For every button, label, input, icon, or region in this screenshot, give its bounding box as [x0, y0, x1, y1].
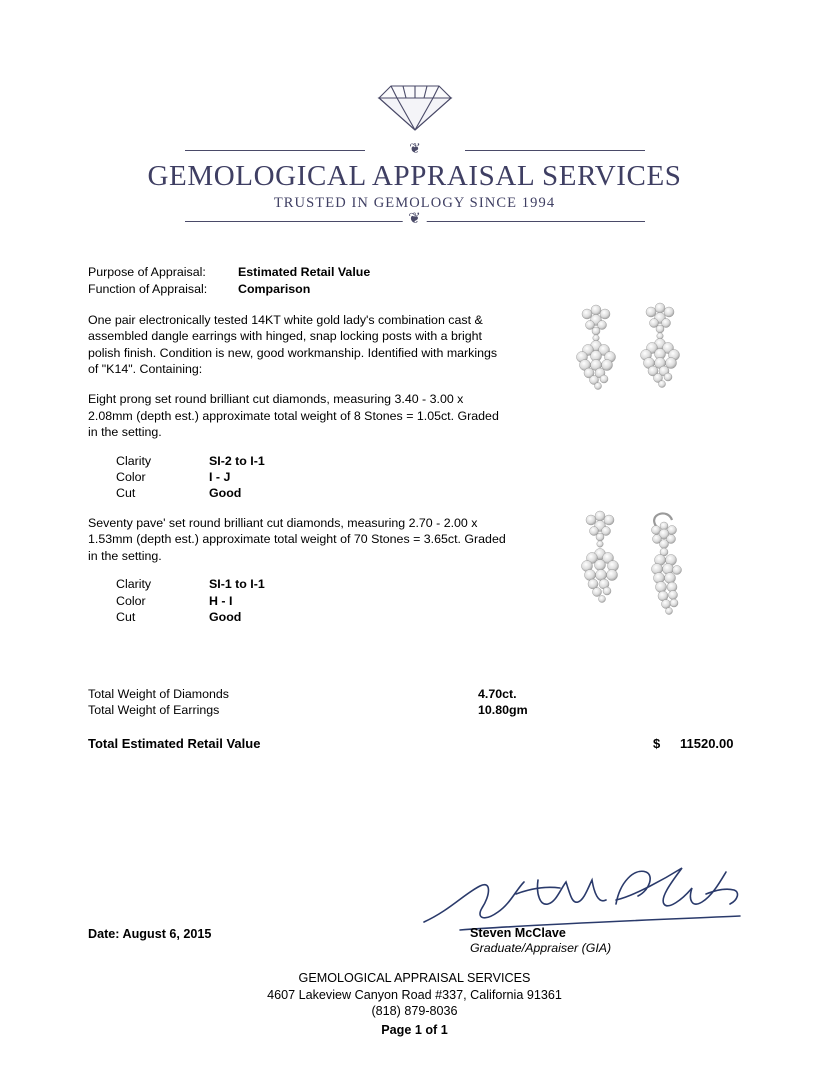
spec-label: Cut	[116, 486, 136, 501]
header-rule-top	[185, 140, 645, 157]
company-name: GEMOLOGICAL APPRAISAL SERVICES	[147, 160, 682, 192]
purpose-value: Estimated Retail Value	[238, 265, 371, 279]
footer-company: GEMOLOGICAL APPRAISAL SERVICES	[298, 971, 531, 985]
flourish-ornament-top: ❦	[409, 140, 420, 156]
footer-page-number: Page 1 of 1	[381, 1022, 448, 1037]
spec-row	[116, 576, 508, 592]
spec-label: Color	[116, 470, 146, 485]
spec-row	[116, 485, 508, 501]
total-weight-earrings-row	[88, 702, 748, 718]
currency-symbol: $	[653, 736, 661, 751]
function-label: Function of Appraisal:	[88, 282, 208, 297]
spec-value: SI-2 to I-1	[209, 453, 265, 468]
appraisal-body	[88, 264, 508, 625]
spec-label: Clarity	[116, 577, 152, 592]
appraiser-name: Steven McClave	[470, 926, 566, 940]
total-weight-earrings-label: Total Weight of Earrings	[88, 703, 220, 717]
total-weight-earrings-value: 10.80gm	[478, 703, 528, 717]
spec-row	[116, 609, 508, 625]
document-footer	[0, 970, 829, 1038]
company-tagline: TRUSTED IN GEMOLOGY SINCE 1994	[273, 195, 556, 211]
spec-value: Good	[209, 609, 242, 624]
earrings-photo-top	[560, 292, 700, 402]
purpose-row	[88, 264, 508, 280]
spec-value: I - J	[209, 470, 231, 485]
item-description-general: One pair electronically tested 14KT white gold lady's combination cast & assembled dangle earrings with hinged, snap locking posts with a bright polish finish. Condition is new, good workmanship. Identified with markings of "K14". Containing:	[88, 312, 498, 377]
spec-row	[116, 593, 508, 609]
footer-phone: (818) 879-8036	[371, 1004, 458, 1018]
total-weight-diamonds-value: 4.70ct.	[478, 687, 517, 701]
item1-description: Eight prong set round brilliant cut diamonds, measuring 3.40 - 3.00 x 2.08mm (depth est.) approximate total weight of 8 Stones = 1.05ct. Graded in the setting.	[88, 392, 499, 440]
spec-row	[116, 453, 508, 469]
appraiser-title: Graduate/Appraiser (GIA)	[470, 941, 612, 955]
function-row	[88, 281, 508, 297]
item2-spec-table	[116, 576, 508, 625]
spec-label: Clarity	[116, 453, 152, 468]
document-header	[0, 78, 829, 228]
spec-row	[116, 469, 508, 485]
header-rule-bottom	[185, 210, 645, 228]
appraisal-date: Date: August 6, 2015	[88, 927, 212, 941]
total-weight-diamonds-label: Total Weight of Diamonds	[88, 687, 229, 701]
grand-total-value: 11520.00	[680, 736, 734, 751]
grand-total-label: Total Estimated Retail Value	[88, 736, 261, 751]
purpose-label: Purpose of Appraisal:	[88, 265, 206, 279]
spec-label: Color	[116, 593, 146, 608]
footer-address: 4607 Lakeview Canyon Road #337, California 91361	[267, 987, 562, 1002]
diamond-icon	[0, 78, 829, 139]
spec-value: SI-1 to I-1	[209, 577, 265, 592]
grand-total-row	[88, 736, 748, 751]
flourish-ornament-bottom: ❦	[402, 212, 427, 226]
item1-spec-table	[116, 453, 508, 502]
totals-block	[88, 686, 748, 718]
earrings-photo-bottom	[560, 500, 700, 640]
spec-value: Good	[209, 486, 242, 501]
function-value: Comparison	[238, 282, 311, 297]
spec-value: H - I	[209, 593, 233, 608]
total-weight-diamonds-row	[88, 686, 748, 702]
spec-label: Cut	[116, 609, 136, 624]
item2-description: Seventy pave' set round brilliant cut diamonds, measuring 2.70 - 2.00 x 1.53mm (depth est.) approximate total weight of 70 Stones = 3.65ct. Graded in the setting.	[88, 515, 506, 563]
